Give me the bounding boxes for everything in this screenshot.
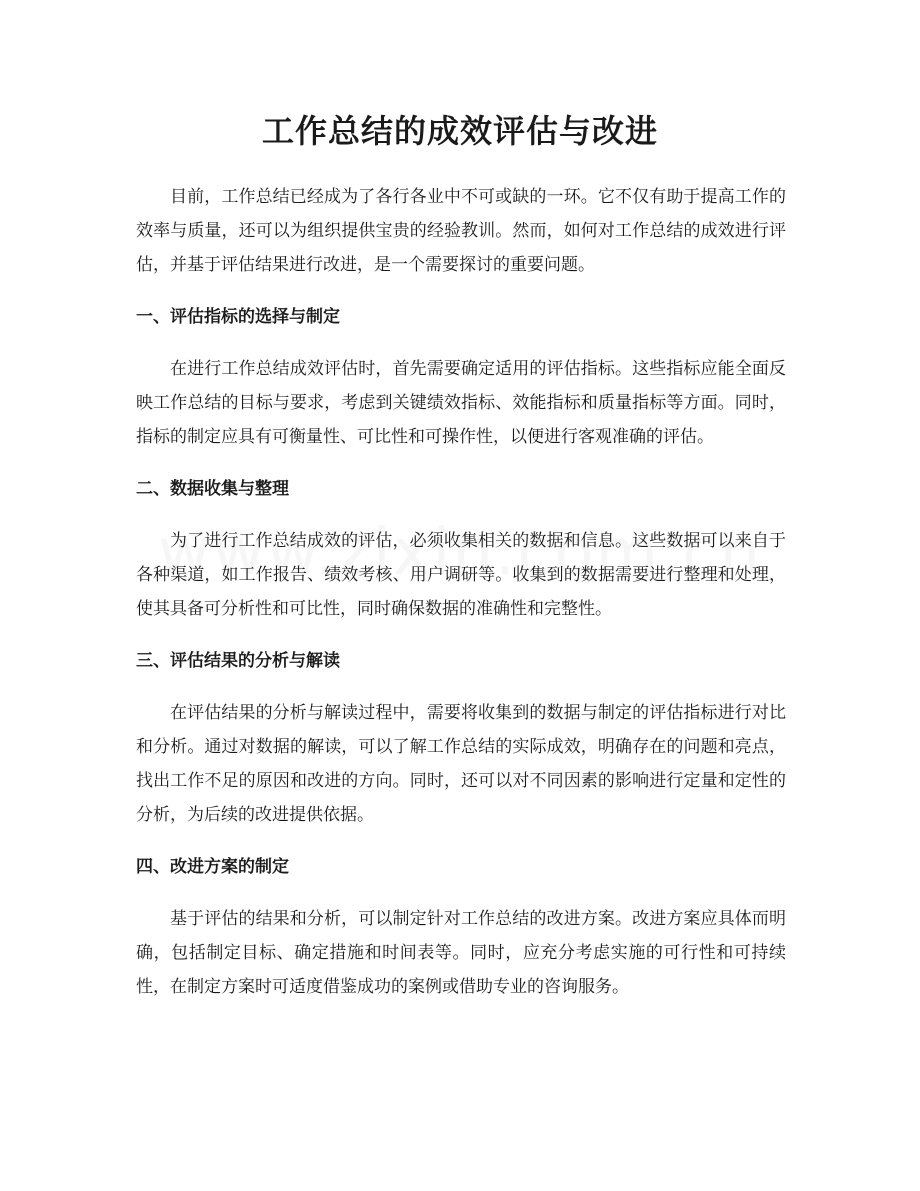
section-paragraph: 为了进行工作总结成效的评估，必须收集相关的数据和信息。这些数据可以来自于各种渠道，如工作报告、绩效考核、用户调研等。收集到的数据需要进行整理和处理，使其具备可分析性和可比性，同时确保数据的准确性和完整性。 (136, 531, 786, 619)
document-body (136, 180, 786, 1004)
section-2 (136, 472, 786, 644)
section-3 (136, 644, 786, 850)
section-heading: 三、评估结果的分析与解读 (136, 651, 340, 671)
intro-paragraph: 目前，工作总结已经成为了各行各业中不可或缺的一环。它不仅有助于提高工作的效率与质量，还可以为组织提供宝贵的经验教训。然而，如何对工作总结的成效进行评估，并基于评估结果进行改进，是一个需要探讨的重要问题。 (136, 187, 786, 275)
section-1 (136, 300, 786, 472)
section-heading: 二、数据收集与整理 (136, 479, 289, 499)
section-heading: 四、改进方案的制定 (136, 857, 289, 877)
section-paragraph: 在评估结果的分析与解读过程中，需要将收集到的数据与制定的评估指标进行对比和分析。通过对数据的解读，可以了解工作总结的实际成效，明确存在的问题和亮点，找出工作不足的原因和改进的方向。同时，还可以对不同因素的影响进行定量和定性的分析，为后续的改进提供依据。 (136, 703, 786, 825)
section-paragraph: 基于评估的结果和分析，可以制定针对工作总结的改进方案。改进方案应具体而明确，包括制定目标、确定措施和时间表等。同时，应充分考虑实施的可行性和可持续性，在制定方案时可适度借鉴成功的案例或借助专业的咨询服务。 (136, 909, 786, 997)
section-heading: 一、评估指标的选择与制定 (136, 307, 340, 327)
document-title: 工作总结的成效评估与改进 (261, 112, 658, 150)
section-4 (136, 850, 786, 1004)
section-paragraph: 在进行工作总结成效评估时，首先需要确定适用的评估指标。这些指标应能全面反映工作总结的目标与要求，考虑到关键绩效指标、效能指标和质量指标等方面。同时，指标的制定应具有可衡量性、可比性和可操作性，以便进行客观准确的评估。 (136, 359, 786, 447)
